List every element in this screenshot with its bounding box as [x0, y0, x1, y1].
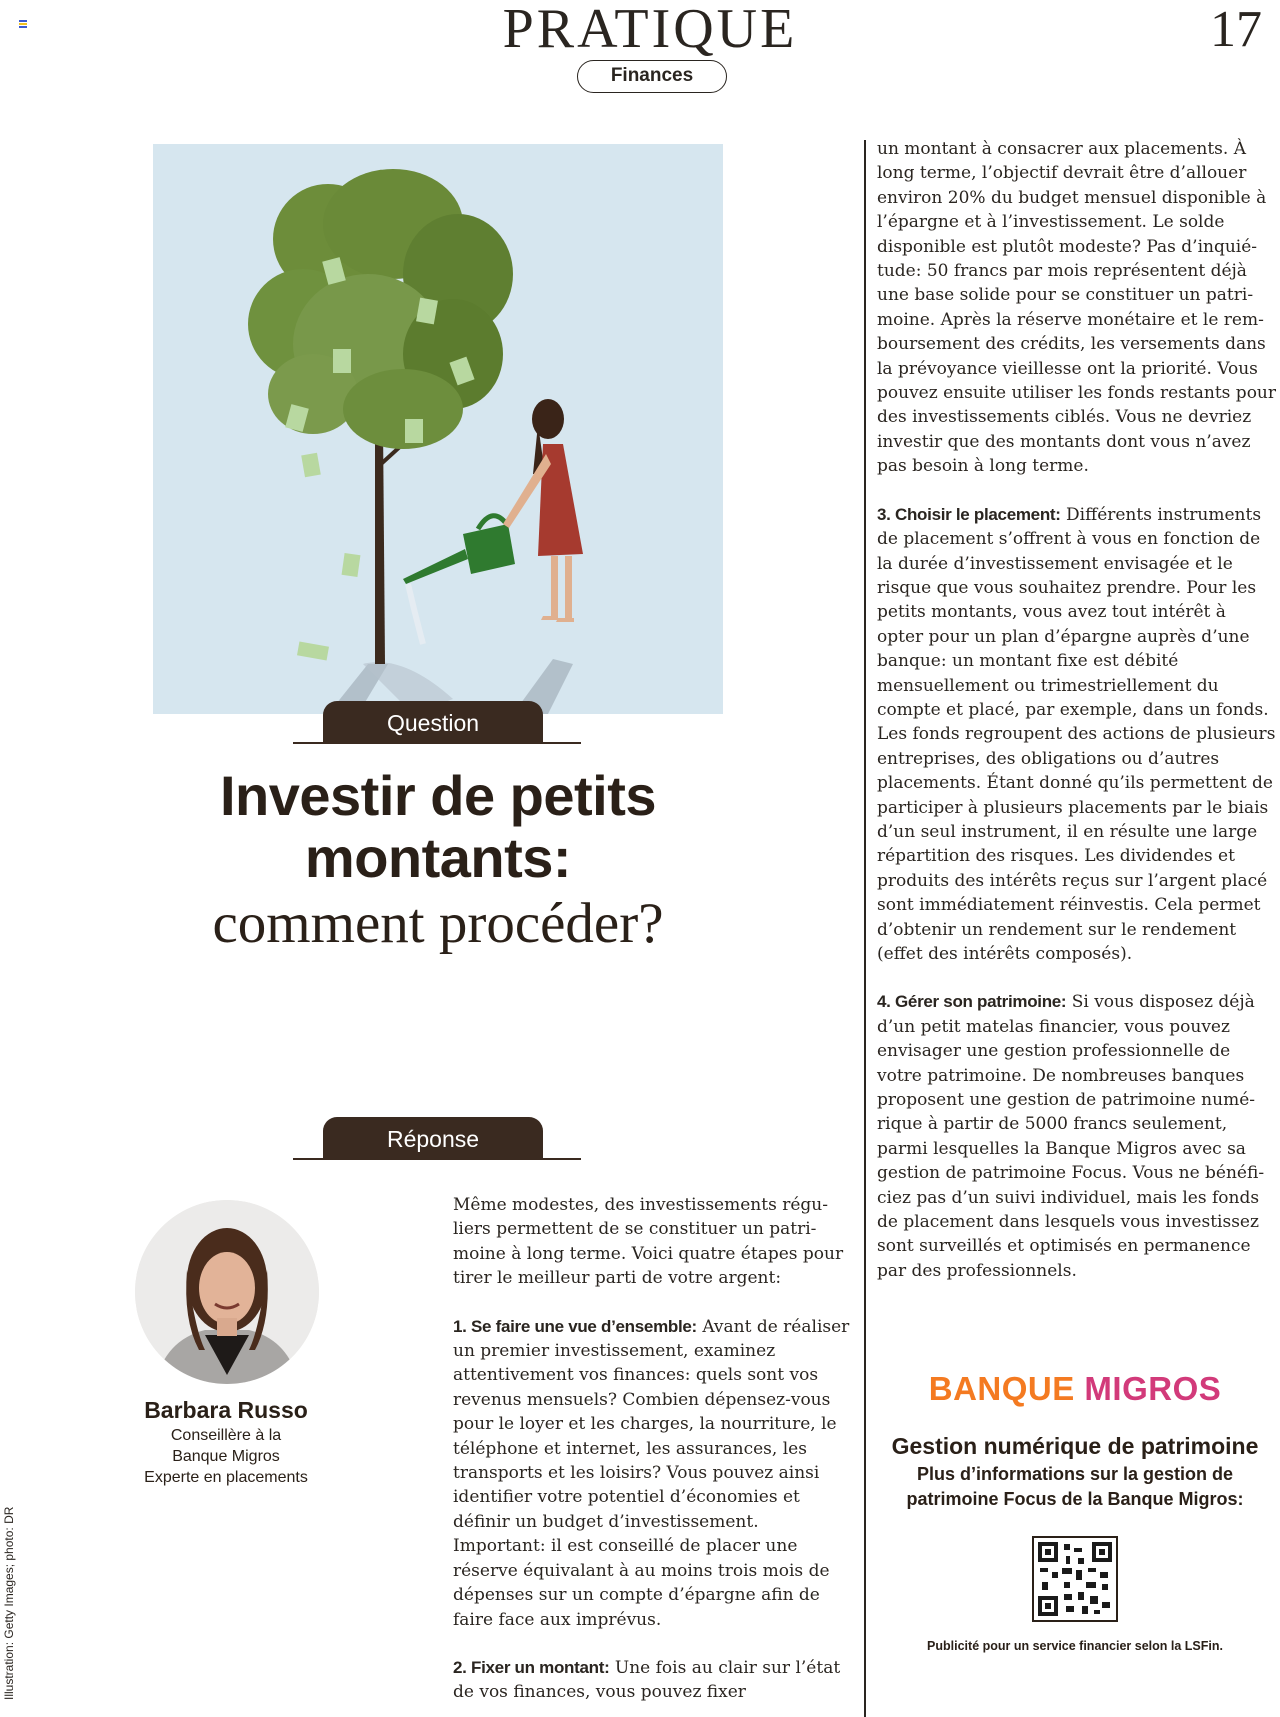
photo-credit: Illustration: Getty Images; photo: DR — [2, 1506, 16, 1700]
article-step-4 — [877, 990, 1277, 1283]
divider — [293, 1158, 581, 1160]
headline-subtitle: comment procéder? — [212, 892, 664, 955]
ad-legal-notice: Publicité pour un service financier selon la LSFin. — [927, 1639, 1223, 1653]
article-step-3 — [877, 503, 1277, 967]
qr-code-graphic — [1038, 1542, 1112, 1616]
headline-line2: montants: — [304, 826, 572, 889]
author-role: Experte en placements — [144, 1469, 308, 1486]
logo-text: MIGROS — [1084, 1370, 1222, 1407]
divider — [293, 742, 581, 744]
bank-logo — [880, 1368, 1270, 1410]
ad-text: Plus d’informations sur la gestion de patrimoine Focus de la Banque Migros: — [906, 1464, 1244, 1509]
article-column-middle — [453, 1193, 853, 1705]
author-info — [110, 1395, 342, 1488]
illustration-money-tree — [153, 144, 723, 714]
step-text: Si vous disposez déjà d’un petit matelas financier, vous pouvez envisager une gestion professionnelle de votre patrimoine. De nombreuses banques proposent une gestion de patrimoine numérique à partir de 5000 francs seulement, parmi lesquelles la Banque Migros avec sa gestion de patrimoine Focus. Vous ne bénéficiez pas d’un suivi individuel, mais les fonds de placement dans lesquels vous investissez sont surveillés et optimisés en permanence par des professionnels. — [877, 992, 1265, 1281]
step-heading: 4. Gérer son patrimoine: — [877, 992, 1067, 1012]
article-step-1 — [453, 1315, 853, 1632]
answer-label-text: Réponse — [323, 1117, 543, 1159]
advertisement — [880, 1368, 1270, 1654]
step-heading: 2. Fixer un montant: — [453, 1657, 610, 1677]
headline-line1: Investir de petits — [219, 764, 657, 827]
ad-title: Gestion numérique de patrimoine — [891, 1433, 1259, 1459]
money-tree-illustration — [153, 144, 723, 714]
step-text: Une fois au clair sur l’état de vos finances, vous pouvez fixer — [453, 1657, 841, 1703]
column-divider — [864, 140, 866, 1717]
answer-label — [293, 1117, 581, 1159]
page-title: PRATIQUE — [502, 0, 798, 60]
portrait-photo — [135, 1200, 319, 1384]
headline — [153, 765, 723, 959]
step-heading: 1. Se faire une vue d’ensemble: — [453, 1316, 697, 1336]
author-name: Barbara Russo — [144, 1397, 308, 1423]
step-text: Avant de réaliser un premier investissement, examinez attentivement vos finances: quels sont vos revenus mensuels? Combien dépensez-vous pour le loyer et les charges, la nourriture, le téléphone et internet, les assurances, les transports et les loisirs? Vous pouvez ainsi identifier votre potentiel d’économies et définir un budget d’investissement. Important: il est conseillé de placer une réserve équivalant à au moins trois mois de dépenses sur un compte d’épargne afin de faire face aux imprévus. — [453, 1316, 850, 1630]
author-role: Banque Migros — [172, 1448, 280, 1465]
section-tag: Finances — [577, 60, 727, 93]
step-heading: 3. Choisir le placement: — [877, 504, 1061, 524]
logo-text: BANQUE — [928, 1370, 1085, 1407]
qr-code-icon[interactable] — [1032, 1536, 1118, 1622]
step-text: Différents instruments de placement s’offrent à vous en fonction de la durée d’investissement envisagée et le risque que vous souhaitez prendre. Pour les petits montants, vous avez tout intérêt à opter pour un plan d’épargne auprès d’une banque: un montant fixe est débité mensuellement ou trimestriellement du compte et placé, par exemple, dans un fonds. Les fonds regroupent des actions de plusieurs entreprises, des obligations ou d’autres placements. Étant donné qu’ils permettent de participer à plusieurs placements par le biais d’un seul instrument, il en résulte une large répartition des risques. Les dividendes et produits des intérêts reçus sur l’argent placé sont immédiatement réinvestis. Cela permet d’obtenir un rendement sur le rendement (effet des intérêts composés). — [877, 504, 1276, 964]
article-column-right — [877, 137, 1277, 1283]
author-role: Conseillère à la — [170, 1427, 282, 1444]
avatar — [135, 1200, 319, 1384]
article-step-2-continued: un montant à consacrer aux placements. À long terme, l’objectif devrait être d’allouer environ 20% du budget mensuel disponible à l’épargne et à l’investissement. Le solde disponible est plutôt modeste? Pas d’inquiétude: 50 francs par mois représentent déjà une base solide pour se constituer un patrimoine. Après la réserve monétaire et le remboursement des crédits, les versements dans la prévoyance vieillesse ont la priorité. Vous pouvez ensuite utiliser les fonds restants pour des investissements ciblés. Vous ne devriez investir que des montants dont vous n’avez pas besoin à long terme. — [877, 139, 1277, 477]
article-intro: Même modestes, des investissements réguliers permettent de se constituer un patrimoine à long terme. Voici quatre étapes pour tirer le meilleur parti de votre argent: — [453, 1195, 844, 1289]
article-step-2 — [453, 1656, 853, 1705]
question-label-text: Question — [323, 701, 543, 743]
page-number: 17 — [1210, 1, 1262, 58]
question-label — [293, 701, 581, 743]
